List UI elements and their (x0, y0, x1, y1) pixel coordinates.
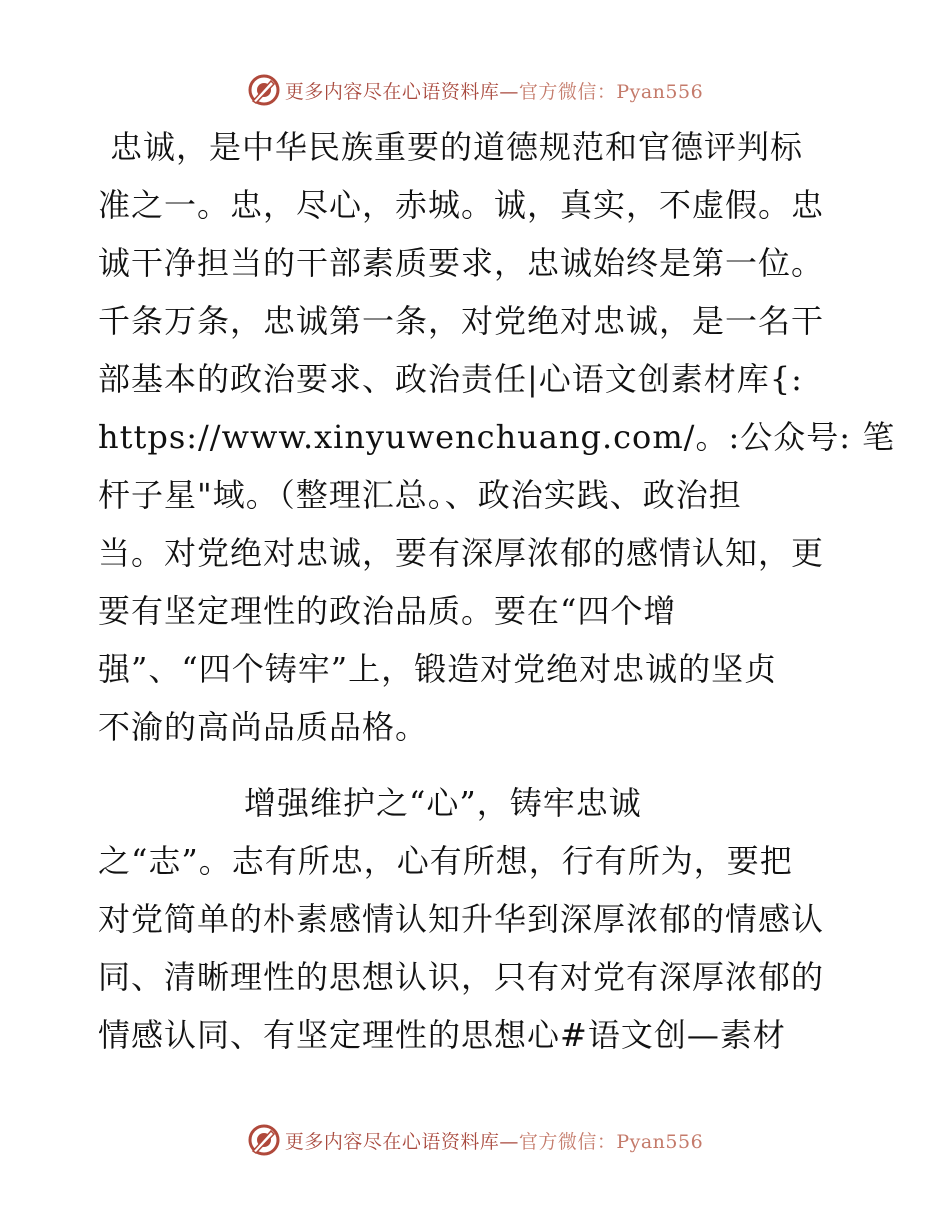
pen-logo-icon (247, 1123, 281, 1157)
banner-text: 更多内容尽在心语资料库—官方微信：Pyan556 (284, 1130, 704, 1153)
text-line: 杆子星"域。（整理汇总。、政治实践、政治担 (98, 476, 742, 514)
text-line: 当。对党绝对忠诚，要有深厚浓郁的感情认知，更 (98, 534, 825, 572)
text-line: 之“志”。志有所忠，心有所想，行有所为，要把 (98, 842, 793, 880)
text-line: 准之一。忠，尽心，赤城。诚，真实，不虚假。忠 (98, 186, 825, 224)
banner-text: 更多内容尽在心语资料库—官方微信：Pyan556 (284, 80, 704, 103)
document-body (98, 118, 896, 1064)
text-line: 对党简单的朴素感情认知升华到深厚浓郁的情感认 (98, 900, 825, 938)
text-line: 要有坚定理性的政治品质。要在“四个增 (98, 592, 677, 630)
text-line: 情感认同、有坚定理性的思想心#语文创—素材 (98, 1016, 786, 1054)
header-watermark (0, 70, 950, 110)
text-line: https://www.xinyuwenchuang.com/。:公众号: 笔 (98, 418, 896, 456)
section-heading: 增强维护之“心”，铸牢忠诚 (244, 784, 642, 822)
text-line: 忠诚，是中华民族重要的道德规范和官德评判标 (110, 128, 804, 166)
pen-logo-icon (247, 73, 281, 107)
text-line: 部基本的政治要求、政治责任|心语文创素材库{: (98, 360, 803, 398)
text-line: 强”、“四个铸牢”上，锻造对党绝对忠诚的坚贞 (98, 650, 778, 688)
text-line: 诚干净担当的干部素质要求，忠诚始终是第一位。 (98, 244, 825, 282)
text-line: 千条万条，忠诚第一条，对党绝对忠诚，是一名干 (98, 302, 825, 340)
text-line: 不渝的高尚品质品格。 (98, 708, 429, 746)
wechat-id: 官方微信：Pyan556 (518, 1130, 704, 1153)
text-line: 同、清晰理性的思想认识，只有对党有深厚浓郁的 (98, 958, 825, 996)
wechat-id: 官方微信：Pyan556 (518, 80, 704, 103)
footer-watermark (0, 1120, 950, 1160)
